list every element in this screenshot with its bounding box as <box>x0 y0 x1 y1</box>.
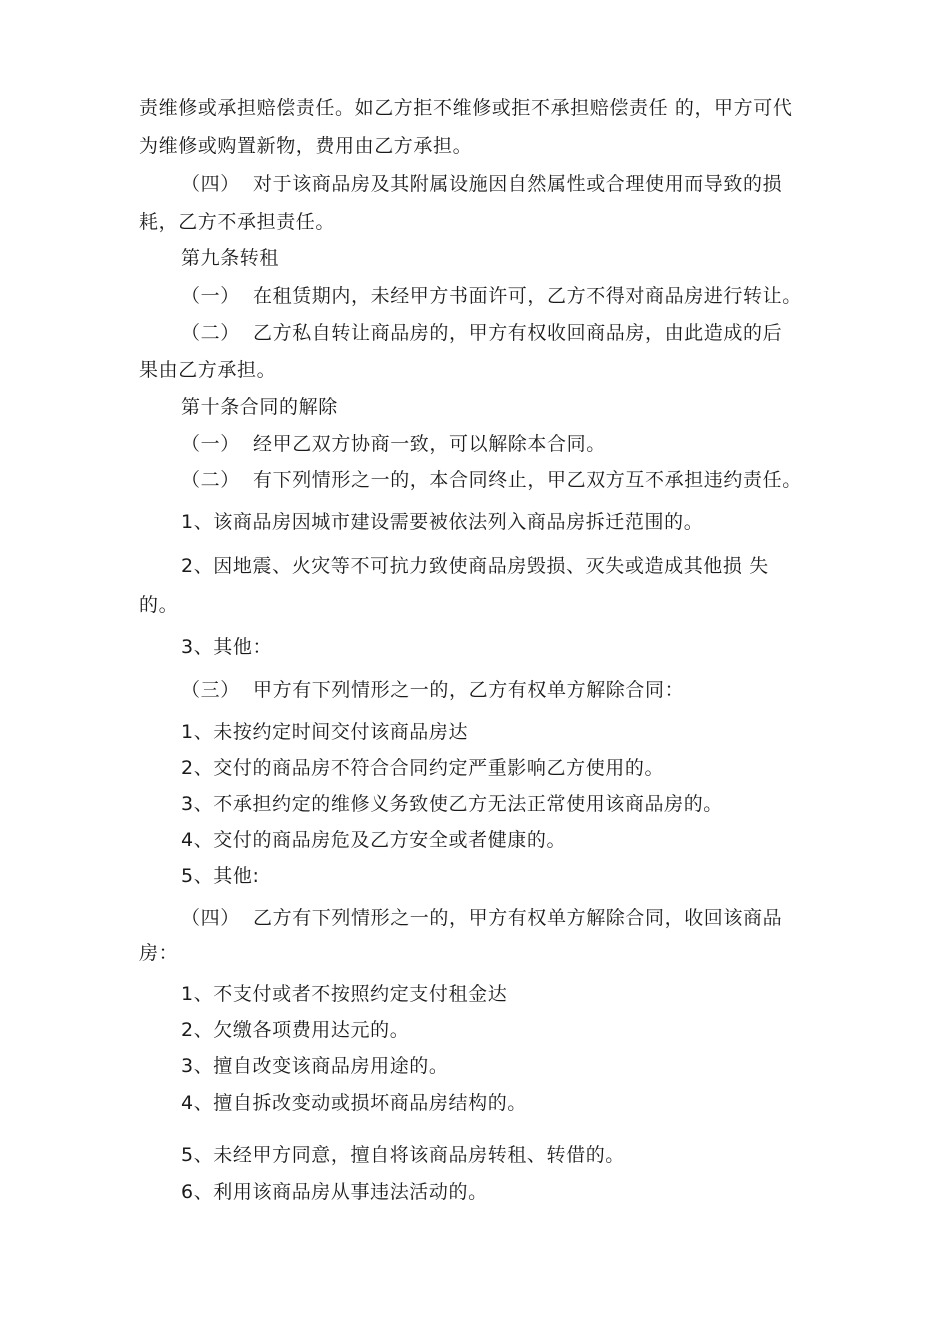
clause-item <box>181 906 881 930</box>
clause-text: 经甲乙双方协商一致，可以解除本合同。 <box>253 433 606 455</box>
clause-item <box>181 172 881 196</box>
clause-number: （一） <box>181 285 240 307</box>
clause-item <box>181 284 881 308</box>
clause-text: 在租赁期内，未经甲方书面许可，乙方不得对商品房进行转让。 <box>253 285 802 307</box>
list-item: 3、不承担约定的维修义务致使乙方无法正常使用该商品房的。 <box>181 793 723 815</box>
clause-number: （二） <box>181 322 240 344</box>
text-line: 的。 <box>139 594 179 616</box>
clause-item <box>181 468 881 492</box>
text-line: 果由乙方承担。 <box>139 359 277 381</box>
text-line: 耗，乙方不承担责任。 <box>139 211 336 233</box>
clause-item <box>181 321 881 345</box>
text-line: 为维修或购置新物，费用由乙方承担。 <box>139 135 473 157</box>
clause-text: 乙方有下列情形之一的，甲方有权单方解除合同，收回该商品 <box>253 907 783 929</box>
clause-text: 乙方私自转让商品房的，甲方有权收回商品房，由此造成的后 <box>253 322 783 344</box>
list-item: 5、未经甲方同意，擅自将该商品房转租、转借的。 <box>181 1144 625 1166</box>
list-item: 1、不支付或者不按照约定支付租金达 <box>181 983 508 1005</box>
clause-item <box>181 678 881 702</box>
list-item: 2、因地震、火灾等不可抗力致使商品房毁损、灭失或造成其他损 失 <box>181 555 769 577</box>
list-item: 6、利用该商品房从事违法活动的。 <box>181 1181 488 1203</box>
article-heading: 第十条合同的解除 <box>181 396 338 418</box>
text-line: 房： <box>139 942 179 964</box>
clause-text: 甲方有下列情形之一的，乙方有权单方解除合同： <box>253 679 685 701</box>
text-line: 责维修或承担赔偿责任。如乙方拒不维修或拒不承担赔偿责任 的，甲方可代 <box>139 97 793 119</box>
article-heading: 第九条转租 <box>181 247 280 269</box>
list-item: 4、交付的商品房危及乙方安全或者健康的。 <box>181 829 567 851</box>
list-item: 3、擅自改变该商品房用途的。 <box>181 1055 449 1077</box>
list-item: 4、擅自拆改变动或损坏商品房结构的。 <box>181 1092 527 1114</box>
list-item: 5、其他: <box>181 865 260 887</box>
clause-text: 有下列情形之一的，本合同终止，甲乙双方互不承担违约责任。 <box>253 469 802 491</box>
list-item: 2、交付的商品房不符合合同约定严重影响乙方使用的。 <box>181 757 665 779</box>
list-item: 3、其他： <box>181 636 273 658</box>
clause-number: （四） <box>181 907 240 929</box>
list-item: 1、该商品房因城市建设需要被依法列入商品房拆迁范围的。 <box>181 511 704 533</box>
clause-text: 对于该商品房及其附属设施因自然属性或合理使用而导致的损 <box>253 173 783 195</box>
list-item: 1、未按约定时间交付该商品房达 <box>181 721 469 743</box>
list-item: 2、欠缴各项费用达元的。 <box>181 1019 410 1041</box>
clause-number: （一） <box>181 433 240 455</box>
clause-number: （二） <box>181 469 240 491</box>
clause-number: （三） <box>181 679 240 701</box>
clause-number: （四） <box>181 173 240 195</box>
clause-item <box>181 432 881 456</box>
